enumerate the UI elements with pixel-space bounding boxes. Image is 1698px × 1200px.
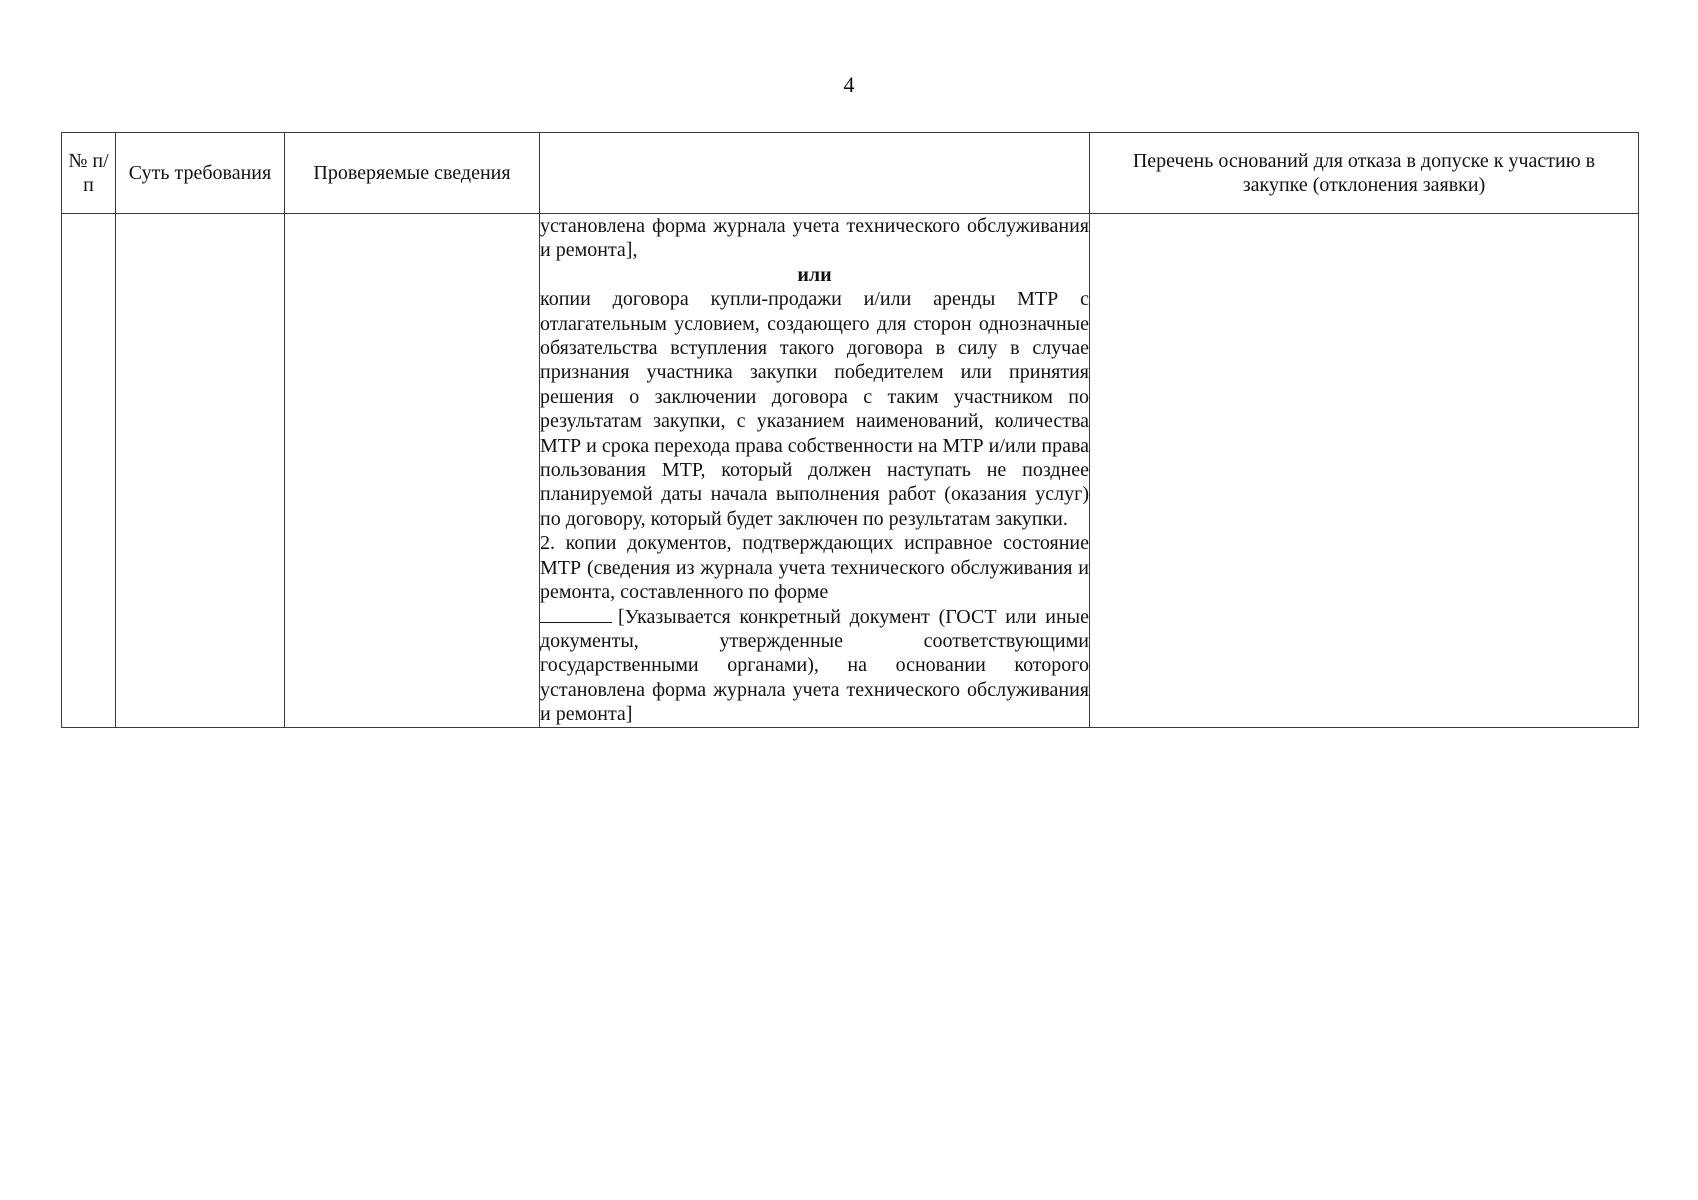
cell-num: [62, 214, 116, 728]
header-rejection-grounds: [1090, 133, 1639, 214]
table-header-row: [62, 133, 1639, 214]
cell-essence: [116, 214, 285, 728]
cell-rejection-grounds: [1090, 214, 1639, 728]
blank-fill-line: [540, 606, 612, 623]
page-number: 4: [843, 72, 855, 97]
header-documents: [540, 133, 1090, 214]
cell-checked-info: [285, 214, 540, 728]
paragraph-condition-documents: 2. копии документов, подтверждающих исправное состояние МТР (сведения из журнала учета технического обслуживания и ремонта, составленного по форме: [540, 532, 1089, 604]
header-num: [62, 133, 116, 214]
header-num-label: № п/п: [68, 150, 109, 196]
table-row: [62, 214, 1639, 728]
header-essence: [116, 133, 285, 214]
header-checked-info: [285, 133, 540, 214]
header-essence-label: Суть требования: [128, 162, 272, 184]
document-reference-text: [Указывается конкретный документ (ГОСТ или иные документы, утвержденные соответствующими государственными органами), на основании которого установлена форма журнала учета технического обслуживания и ремонта]: [540, 605, 1089, 726]
paragraph-document-reference: [540, 605, 1089, 727]
requirements-table: [61, 132, 1639, 728]
header-checked-info-label: Проверяемые сведения: [313, 162, 511, 184]
paragraph-contract-copies: копии договора купли-продажи и/или аренды МТР с отлагательным условием, создающего для сторон однозначные обязательства вступления такого договора в силу в случае признания участника закупки победителем или принятия решения о заключении договора с таким участником по результатам закупки, с указанием наименований, количества МТР и срока перехода права собственности на МТР и/или права пользования МТР, который должен наступать не позднее планируемой даты начала выполнения работ (оказания услуг) по договору, который будет заключен по результатам закупки.: [540, 288, 1089, 530]
header-rejection-grounds-label: Перечень оснований для отказа в допуске к участию в закупке (отклонения заявки): [1132, 150, 1596, 196]
paragraph-form-established: установлена форма журнала учета технического обслуживания и ремонта],: [540, 215, 1089, 262]
cell-documents: [540, 214, 1090, 728]
paragraph-or: или: [797, 263, 832, 286]
